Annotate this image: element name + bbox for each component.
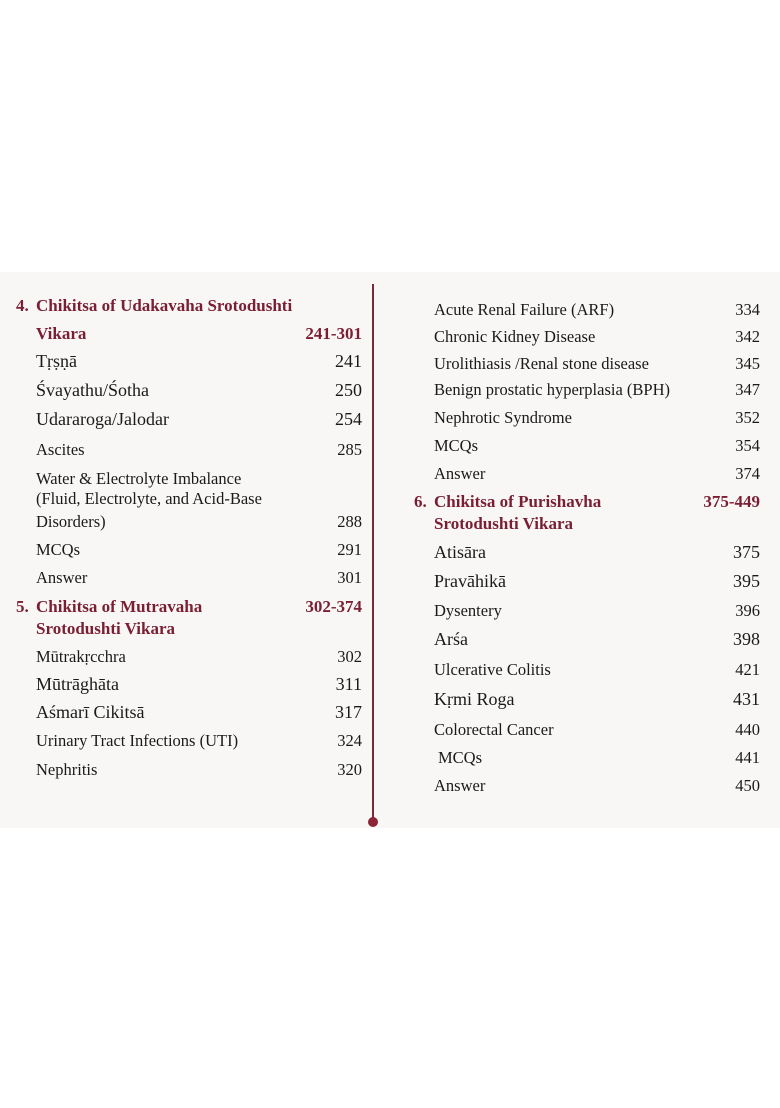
entry-label: Dysentery: [434, 601, 502, 620]
entry-page: 250: [335, 380, 362, 400]
entry-page: 396: [735, 601, 760, 620]
entry-label: MCQs: [36, 540, 81, 559]
entry-label: Atisāra: [434, 542, 486, 562]
entry-label: Answer: [434, 464, 486, 483]
entry-page: 345: [735, 354, 760, 373]
entry-page: 334: [735, 300, 760, 319]
entry-page: 441: [735, 748, 760, 767]
entry-label: Acute Renal Failure (ARF): [434, 300, 615, 319]
chapter-page-range: 302-374: [305, 597, 362, 616]
chapter-title: Chikitsa of Purishavha: [434, 492, 602, 511]
entry-label: Mūtrāghāta: [36, 674, 119, 694]
chapter-number: 6.: [414, 492, 427, 511]
entry-label: MCQs: [434, 436, 479, 455]
entry-label: (Fluid, Electrolyte, and Acid-Base: [36, 489, 262, 508]
entry-page: 450: [735, 776, 760, 795]
entry-page: 291: [337, 540, 362, 559]
entry-page: 317: [335, 702, 362, 722]
entry-label: Aśmarī Cikitsā: [36, 702, 145, 722]
entry-page: 352: [735, 408, 760, 427]
entry-page: 301: [337, 568, 362, 587]
chapter-title: Chikitsa of Udakavaha Srotodushti: [36, 296, 293, 315]
entry-page: 421: [735, 660, 760, 679]
chapter-title: Srotodushti Vikara: [434, 514, 574, 533]
entry-page: 398: [733, 629, 760, 649]
entry-page: 440: [735, 720, 760, 739]
divider-end-dot: [368, 817, 378, 827]
chapter-title: Srotodushti Vikara: [36, 619, 176, 638]
entry-label: Answer: [434, 776, 486, 795]
toc-page: [0, 272, 780, 828]
entry-page: 342: [735, 327, 760, 346]
entry-label: Arśa: [434, 629, 468, 649]
entry-label: Ulcerative Colitis: [434, 660, 551, 679]
entry-label: Chronic Kidney Disease: [434, 327, 596, 346]
entry-label: Pravāhikā: [434, 571, 506, 591]
entry-label: Urolithiasis /Renal stone disease: [434, 354, 649, 373]
entry-label: Answer: [36, 568, 88, 587]
entry-label: Mūtrakṛcchra: [36, 647, 126, 666]
entry-label: MCQs: [438, 748, 483, 767]
entry-label: Nephrotic Syndrome: [434, 408, 572, 427]
column-divider: [372, 284, 374, 818]
entry-label: Nephritis: [36, 760, 98, 779]
entry-page: 302: [337, 647, 362, 666]
entry-label: Water & Electrolyte Imbalance: [36, 469, 242, 488]
chapter-page-range: 241-301: [305, 324, 362, 343]
entry-page: 324: [337, 731, 362, 750]
entry-label: Colorectal Cancer: [434, 720, 554, 739]
entry-label: Ascites: [36, 440, 85, 459]
entry-label: Disorders): [36, 512, 106, 531]
entry-page: 254: [335, 409, 362, 429]
entry-page: 395: [733, 571, 760, 591]
chapter-number: 5.: [16, 597, 29, 616]
entry-label: Śvayathu/Śotha: [36, 380, 149, 400]
entry-page: 354: [735, 436, 760, 455]
entry-page: 347: [735, 380, 760, 399]
chapter-title: Chikitsa of Mutravaha: [36, 597, 203, 616]
entry-page: 311: [335, 674, 362, 694]
entry-page: 285: [337, 440, 362, 459]
entry-page: 320: [337, 760, 362, 779]
entry-page: 288: [337, 512, 362, 531]
entry-page: 431: [733, 689, 760, 709]
chapter-number: 4.: [16, 296, 29, 315]
entry-label: Benign prostatic hyperplasia (BPH): [434, 380, 670, 399]
entry-label: Urinary Tract Infections (UTI): [36, 731, 239, 750]
entry-page: 241: [335, 351, 362, 371]
entry-page: 375: [733, 542, 760, 562]
entry-label: Kṛmi Roga: [434, 689, 515, 709]
entry-label: Udararoga/Jalodar: [36, 409, 169, 429]
chapter-page-range: 375-449: [703, 492, 760, 511]
entry-label: Tṛṣṇā: [36, 351, 77, 371]
chapter-title: Vikara: [36, 324, 87, 343]
entry-page: 374: [735, 464, 760, 483]
